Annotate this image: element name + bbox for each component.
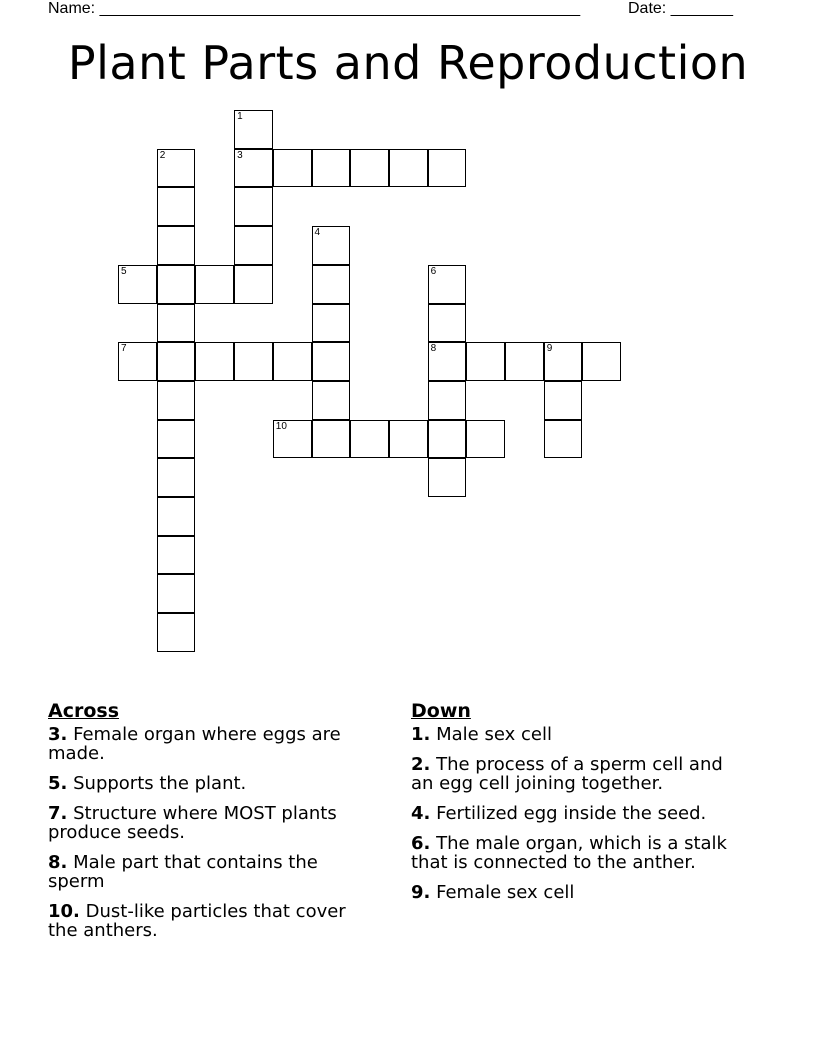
crossword-cell[interactable] [118,342,157,381]
crossword-cell[interactable] [312,420,351,459]
down-clues [411,700,741,913]
crossword-cell[interactable] [273,342,312,381]
crossword-cell[interactable] [157,536,196,575]
cell-number: 3 [237,149,243,161]
cell-number: 2 [159,149,166,161]
clue-number: 4. [411,803,431,824]
down-clue [411,725,741,744]
clue-number: 3. [48,724,68,745]
across-clue [48,902,378,940]
crossword-cell[interactable] [428,420,467,459]
crossword-cell[interactable] [544,381,583,420]
crossword-cell[interactable] [428,149,467,188]
clue-text: Supports the plant. [73,773,247,794]
cell-number: 1 [237,111,243,122]
crossword-cell[interactable] [466,342,505,381]
name-field-label[interactable]: Name: ______________________________________________________ [48,0,581,17]
crossword-cell[interactable] [312,342,351,381]
down-clue [411,883,741,902]
crossword-cell[interactable] [505,342,544,381]
clue-text: Dust-like particles that cover the anthers. [48,901,346,941]
clue-text: Structure where MOST plants produce seeds. [48,803,337,843]
crossword-cell[interactable] [234,187,273,226]
across-clue [48,853,378,891]
crossword-cell[interactable] [466,420,505,459]
across-heading: Across [48,700,120,722]
crossword-cell[interactable] [157,304,196,343]
crossword-cell[interactable] [312,149,351,188]
crossword-cell[interactable] [428,342,467,381]
crossword-cell[interactable] [582,342,621,381]
crossword-cell[interactable] [544,420,583,459]
clue-number: 5. [48,773,68,794]
crossword-cell[interactable] [157,420,196,459]
crossword-cell[interactable] [157,187,196,226]
clue-text: Male part that contains the sperm [48,852,318,892]
crossword-cell[interactable] [157,381,196,420]
crossword-cell[interactable] [157,497,196,536]
cell-number: 8 [430,343,437,355]
clue-number: 1. [411,724,431,745]
date-field-label[interactable]: Date: _______ [628,0,733,17]
crossword-cell[interactable] [389,149,428,188]
crossword-cell[interactable] [157,265,196,304]
across-clue [48,725,378,763]
clue-text: Female organ where eggs are made. [48,724,341,764]
crossword-cell[interactable] [234,110,273,149]
clue-number: 9. [411,882,431,903]
down-heading: Down [411,700,471,722]
crossword-cell[interactable] [195,265,234,304]
crossword-cell[interactable] [157,574,196,613]
clue-number: 6. [411,833,431,854]
cell-number: 5 [121,265,127,277]
crossword-cell[interactable] [544,342,583,381]
crossword-cell[interactable] [273,149,312,188]
clue-text: The male organ, which is a stalk that is connected to the anther. [411,833,727,873]
crossword-cell[interactable] [157,149,196,188]
crossword-cell[interactable] [428,381,467,420]
crossword-cell[interactable] [157,226,196,265]
crossword-cell[interactable] [118,265,157,304]
across-clues [48,700,378,951]
crossword-cell[interactable] [234,342,273,381]
down-clue [411,755,741,793]
crossword-cell[interactable] [428,304,467,343]
crossword-cell[interactable] [350,149,389,188]
crossword-cell[interactable] [312,265,351,304]
clue-text: Female sex cell [436,882,575,903]
crossword-cell[interactable] [157,458,196,497]
crossword-cell[interactable] [273,420,312,459]
crossword-cell[interactable] [428,458,467,497]
clue-text: Fertilized egg inside the seed. [436,803,707,824]
crossword-cell[interactable] [234,149,273,188]
crossword-cell[interactable] [234,226,273,265]
crossword-cell[interactable] [312,304,351,343]
crossword-cell[interactable] [428,265,467,304]
clue-text: Male sex cell [436,724,552,745]
down-clue [411,804,741,823]
crossword-cell[interactable] [312,381,351,420]
cell-number: 9 [546,343,553,355]
page-title: Plant Parts and Reproduction [67,36,749,90]
clue-text: The process of a sperm cell and an egg cell joining together. [411,754,723,794]
clue-number: 8. [48,852,68,873]
crossword-cell[interactable] [195,342,234,381]
cell-number: 6 [430,265,437,277]
crossword-cell[interactable] [157,613,196,652]
clue-number: 10. [48,901,80,922]
clue-number: 2. [411,754,431,775]
cell-number: 7 [121,343,127,355]
crossword-cell[interactable] [350,420,389,459]
across-clue [48,804,378,842]
down-clue [411,834,741,872]
crossword-cell[interactable] [234,265,273,304]
across-clue [48,774,378,793]
crossword-cell[interactable] [389,420,428,459]
crossword-cell[interactable] [312,226,351,265]
crossword-cell[interactable] [157,342,196,381]
cell-number: 4 [314,227,321,239]
clue-number: 7. [48,803,68,824]
cell-number: 10 [275,420,287,432]
